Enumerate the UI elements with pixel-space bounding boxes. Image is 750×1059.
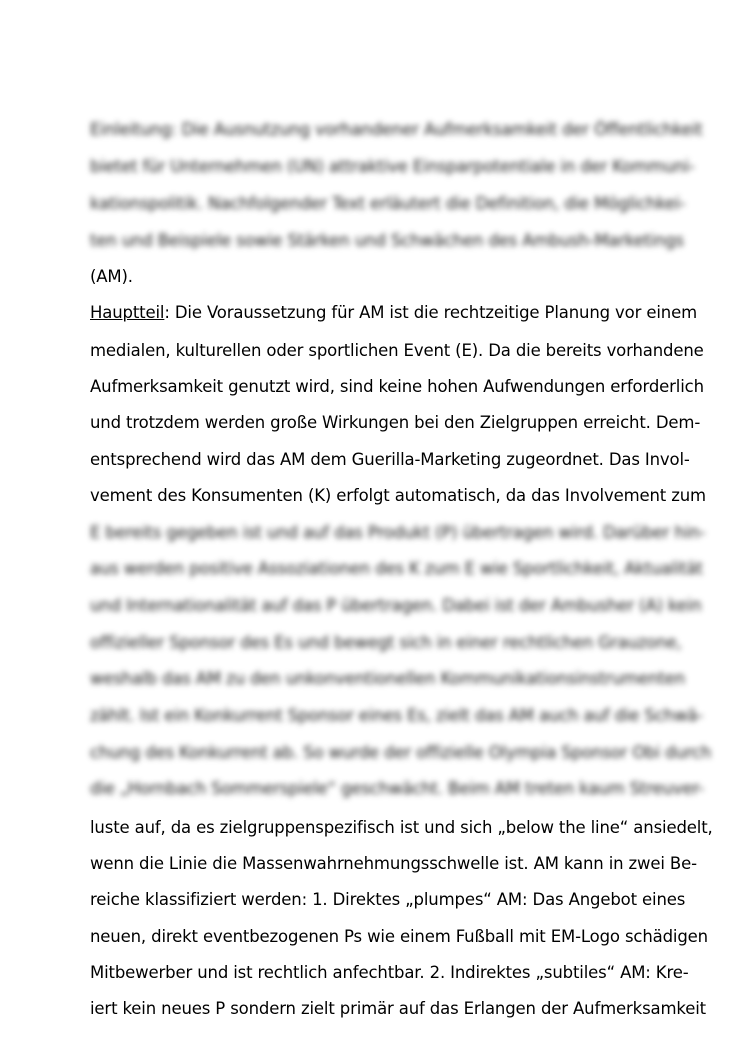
text-line: vement des Konsumenten (K) erfolgt automatisch, da das Involvement zum: [90, 486, 706, 505]
text-line: luste auf, da es zielgruppenspezifisch ist und sich „below the line“ ansiedelt,: [90, 818, 713, 837]
blurred-text-line: kationspolitik. Nachfolgender Text erläutert die Definition, die Möglichkei-: [90, 194, 686, 213]
blurred-text-line: aus werden positive Assoziationen des K zum E wie Sportlichkeit, Aktualität: [90, 559, 703, 578]
blurred-text-line: zählt. Ist ein Konkurrent Sponsor eines Es, zielt das AM auch auf die Schwä-: [90, 706, 704, 725]
text-line: Mitbewerber und ist rechtlich anfechtbar. 2. Indirektes „subtiles“ AM: Kre-: [90, 963, 689, 982]
hauptteil-heading: Hauptteil: [90, 303, 165, 322]
hauptteil-first-rest: : Die Voraussetzung für AM ist die rechtzeitige Planung vor einem: [164, 303, 698, 322]
text-line: iert kein neues P sondern zielt primär auf das Erlangen der Aufmerksamkeit: [90, 999, 706, 1018]
text-line: neuen, direkt eventbezogenen Ps wie einem Fußball mit EM-Logo schädigen: [90, 927, 708, 946]
text-line: Aufmerksamkeit genutzt wird, sind keine hohen Aufwendungen erforderlich: [90, 377, 704, 396]
blurred-text-line: chung des Konkurrent ab. So wurde der offizielle Olympia Sponsor Obi durch: [90, 743, 712, 762]
blurred-text-line: und Internationalität auf das P übertragen. Dabei ist der Ambusher (A) kein: [90, 596, 702, 615]
blurred-text-line: offizieller Sponsor des Es und bewegt sich in einer rechtlichen Grauzone,: [90, 633, 682, 652]
blurred-text-line: ten und Beispiele sowie Stärken und Schwächen des Ambush-Marketings: [90, 231, 684, 250]
text-line: entsprechend wird das AM dem Guerilla-Marketing zugeordnet. Das Invol-: [90, 450, 690, 469]
blurred-text-line: weshalb das AM zu den unkonventionellen Kommunikationsinstrumenten: [90, 669, 686, 688]
text-line: medialen, kulturellen oder sportlichen Event (E). Da die bereits vorhandene: [90, 341, 704, 360]
text-line: und trotzdem werden große Wirkungen bei den Zielgruppen erreicht. Dem-: [90, 413, 701, 432]
hauptteil-first-line: [90, 301, 698, 325]
text-line: reiche klassifiziert werden: 1. Direktes „plumpes“ AM: Das Angebot eines: [90, 890, 686, 909]
blurred-text-line: bietet für Unternehmen (UN) attraktive Einsparpotentiale in der Kommuni-: [90, 157, 695, 176]
text-line: wenn die Linie die Massenwahrnehmungsschwelle ist. AM kann in zwei Be-: [90, 854, 697, 873]
blurred-text-line: E bereits gegeben ist und auf das Produkt (P) übertragen wird. Darüber hin-: [90, 523, 706, 542]
text-line-am: (AM).: [90, 267, 133, 286]
blurred-text-line: die „Hornbach Sommerspiele“ geschwächt. Beim AM treten kaum Streuver-: [90, 779, 704, 798]
blurred-text-line: Einleitung: Die Ausnutzung vorhandener Aufmerksamkeit der Öffentlichkeit: [90, 120, 703, 139]
